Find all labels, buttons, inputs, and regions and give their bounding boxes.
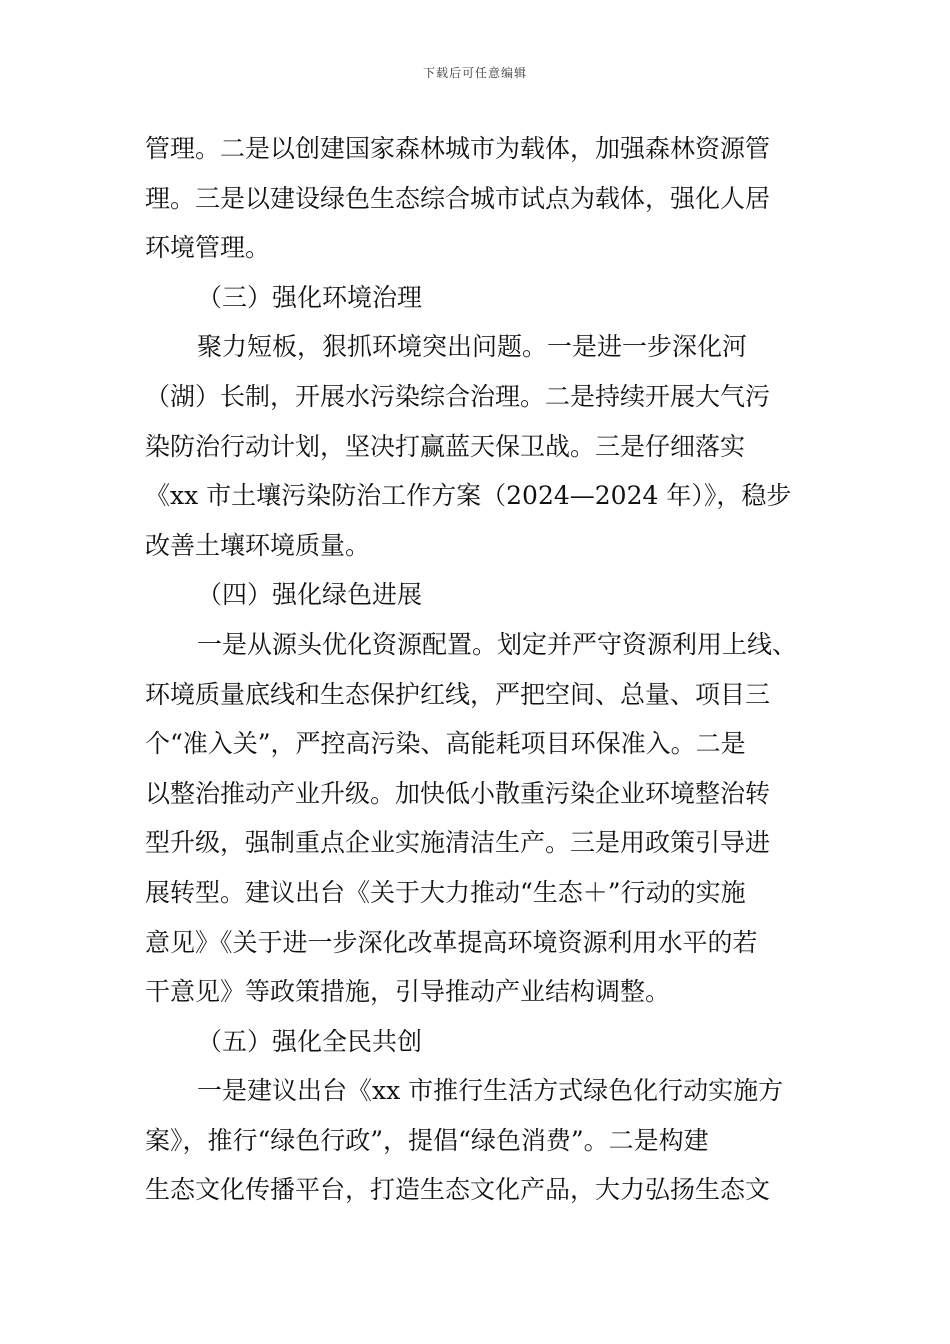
body-line: 意见》《关于进一步深化改革提高环境资源利用水平的若 <box>145 927 758 957</box>
paragraph-start: 一是从源头优化资源配置。划定并严守资源利用上线、 <box>197 629 798 659</box>
body-line: 染防治行动计划，坚决打赢蓝天保卫战。三是仔细落实 <box>145 431 746 461</box>
document-body <box>145 124 810 1215</box>
body-line: 个“准入关”，严控高污染、高能耗项目环保准入。二是 <box>145 729 746 759</box>
section-heading-4: （四）强化绿色进展 <box>197 580 423 610</box>
body-line: 环境管理。 <box>145 233 271 263</box>
paragraph-start: 一是建议出台《xx 市推行生活方式绿色化行动实施方 <box>197 1076 784 1106</box>
section-heading-5: （五）强化全民共创 <box>197 1026 423 1056</box>
body-line: 管理。二是以创建国家森林城市为载体，加强森林资源管 <box>145 134 771 163</box>
body-line: 型升级，强制重点企业实施清洁生产。三是用政策引导进 <box>145 828 771 858</box>
body-line: 《xx 市土壤污染防治工作方案（2024—2024 年）》，稳步 <box>145 481 792 511</box>
section-heading-3: （三）强化环境治理 <box>197 282 423 312</box>
body-line: 改善土壤环境质量。 <box>145 530 371 560</box>
body-line: 理。三是以建设绿色生态综合城市试点为载体，强化人居 <box>145 183 771 213</box>
body-line: 展转型。建议出台《关于大力推动“生态＋”行动的实施 <box>145 877 746 907</box>
body-line: 干意见》等政策措施，引导推动产业结构调整。 <box>145 977 671 1007</box>
body-line: （湖）长制，开展水污染综合治理。二是持续开展大气污 <box>145 381 771 411</box>
body-line: 案》，推行“绿色行政”，提倡“绿色消费”。二是构建 <box>145 1125 709 1155</box>
page-header: 下载后可任意编辑 <box>422 66 527 80</box>
body-line: 以整治推动产业升级。加快低小散重污染企业环境整治转 <box>145 778 771 808</box>
body-line: 生态文化传播平台，打造生态文化产品，大力弘扬生态文 <box>145 1175 771 1205</box>
body-line: 环境质量底线和生态保护红线，严把空间、总量、项目三 <box>145 679 771 709</box>
paragraph-start: 聚力短板，狠抓环境突出问题。一是进一步深化河 <box>197 332 748 362</box>
